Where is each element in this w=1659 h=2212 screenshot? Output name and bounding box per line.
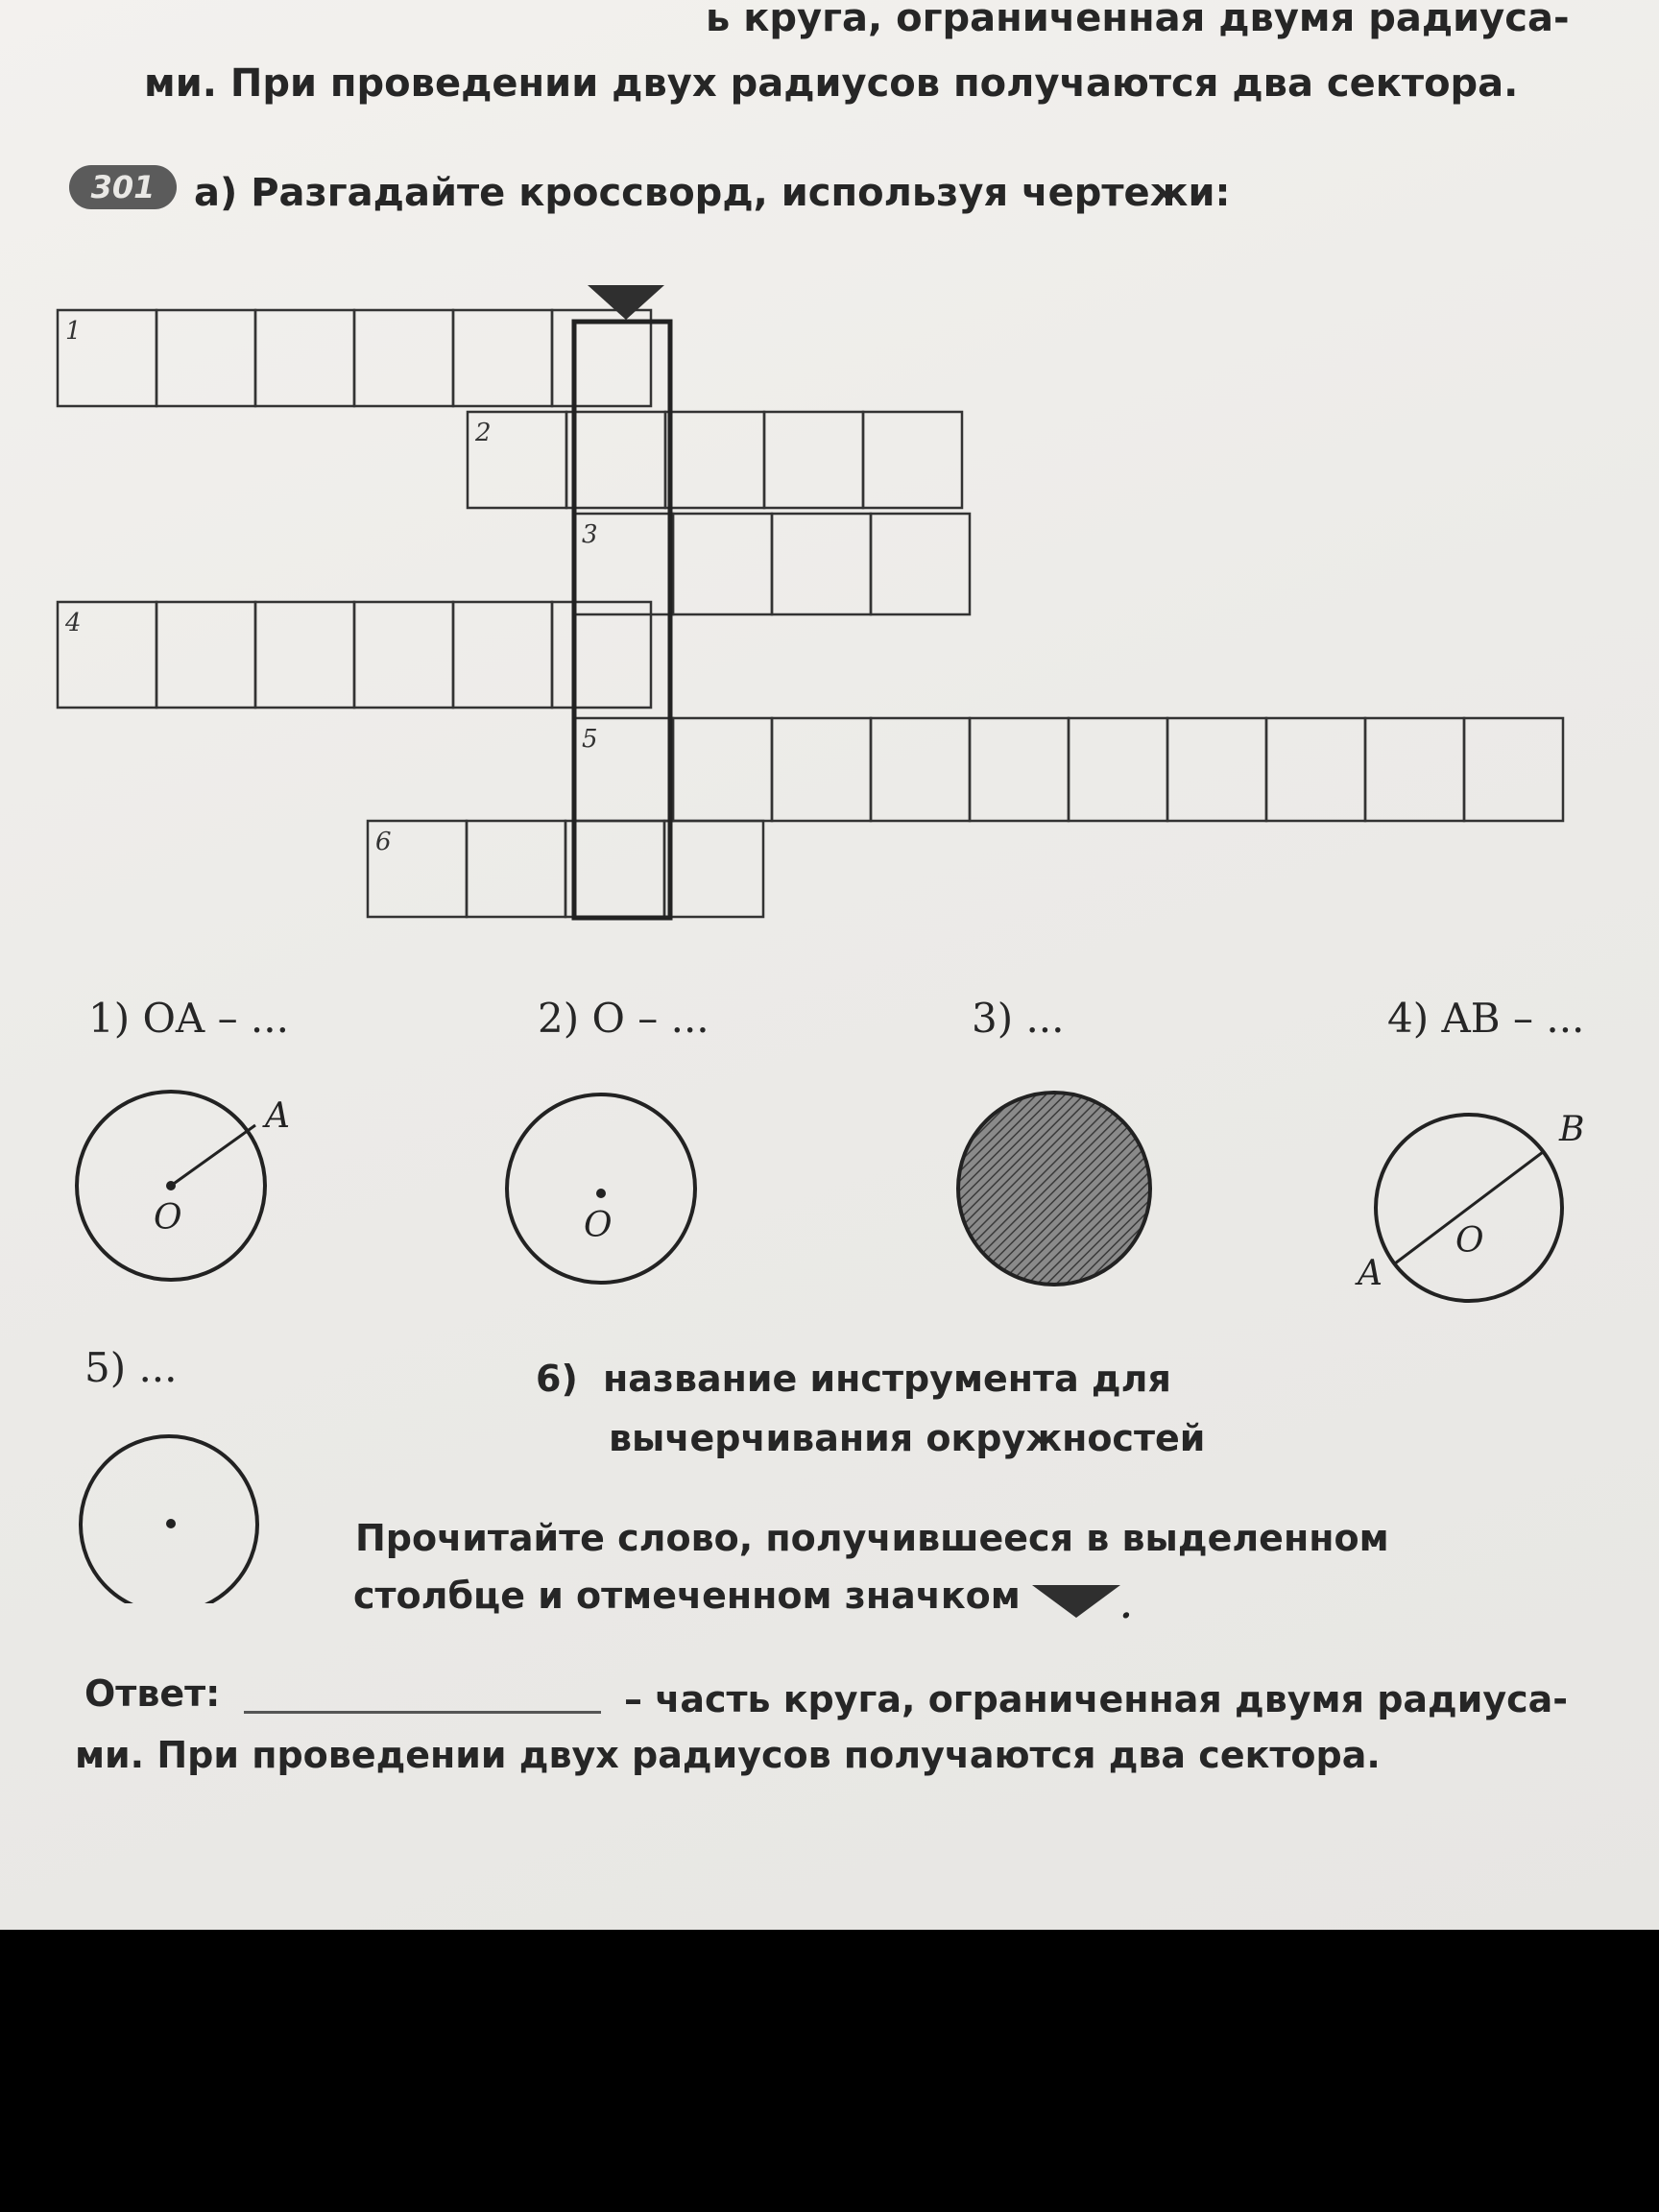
instruction-line-2: столбце и отмеченном значком [353,1575,1021,1617]
crossword-row-number: 5 [582,725,598,754]
crossword-cell[interactable] [552,310,651,406]
marker-triangle-icon [588,285,664,320]
clue-4: 4) AB – ... [1387,995,1585,1042]
label-o-2: O [584,1206,613,1245]
crossword-cell[interactable] [871,718,970,821]
answer-label: Ответ: [84,1672,221,1715]
crossword-cell[interactable] [255,310,354,406]
crossword-cell[interactable] [772,514,871,614]
label-a-4: A [1358,1254,1382,1293]
crossword-cell[interactable] [970,718,1069,821]
marker-triangle-inline-icon [1032,1585,1138,1623]
crossword-row-number: 2 [475,419,492,447]
crossword-cell[interactable] [565,821,664,917]
crossword-cell[interactable] [552,602,651,708]
figure-center [507,1094,695,1283]
figure-radius [77,1092,290,1280]
clue-6-number: 6) [536,1358,578,1400]
crossword-cell[interactable] [863,412,962,508]
instruction-line-1: Прочитайте слово, получившееся в выделенном [355,1517,1389,1559]
figure-filled-circle [958,1093,1150,1285]
crossword-cell[interactable] [156,602,255,708]
figure-circle [81,1436,257,1603]
clue-3: 3) ... [972,995,1065,1042]
crossword-cell[interactable] [453,310,552,406]
crossword-grid [0,0,1659,960]
clue-5: 5) ... [84,1344,178,1391]
answer-continuation: – часть круга, ограниченная двумя радиуса- [624,1678,1569,1720]
top-text-line-1: ь круга, ограниченная двумя радиуса- [706,0,1570,40]
crossword-row-number: 1 [65,317,82,346]
crossword-cell[interactable] [1365,718,1464,821]
clue-2: 2) O – ... [538,995,709,1042]
label-o-1: O [154,1198,182,1238]
crossword-cell[interactable] [354,310,453,406]
figure-diameter [1355,1110,1584,1301]
crossword-row-number: 4 [65,609,82,637]
label-o-4: O [1455,1221,1484,1261]
crossword-cell[interactable] [156,310,255,406]
clue-6-line-2: вычерчивания окружностей [609,1417,1206,1459]
crossword-cell[interactable] [1167,718,1266,821]
crossword-cell[interactable] [772,718,871,821]
clue-6-line-1: название инструмента для [603,1358,1171,1400]
crossword-cell[interactable] [255,602,354,708]
crossword-cell[interactable] [871,514,970,614]
crossword-cell[interactable] [1266,718,1365,821]
crossword-cell[interactable] [1464,718,1563,821]
top-text-line-2: ми. При проведении двух радиусов получаются два сектора. [144,61,1519,106]
task-title: а) Разгадайте кроссворд, используя чертежи: [194,171,1231,215]
crossword-row-number: 3 [582,520,598,549]
crossword-cell[interactable] [1069,718,1167,821]
crossword-cell[interactable] [664,821,763,917]
crossword-row-number: 6 [375,828,392,856]
crossword-cell[interactable] [665,412,764,508]
crossword-cell[interactable] [764,412,863,508]
crossword-cell[interactable] [467,821,565,917]
task-number-badge: 301 [69,165,177,209]
clue-1: 1) OA – ... [88,995,289,1042]
crossword-cell[interactable] [354,602,453,708]
answer-blank-line[interactable] [244,1711,601,1714]
crossword-cells [58,310,1563,917]
crossword-cell[interactable] [453,602,552,708]
label-b-4: B [1559,1110,1585,1149]
label-a-1: A [265,1096,290,1136]
instruction-period: . [1120,1588,1132,1623]
crossword-cell[interactable] [566,412,665,508]
crossword-cell[interactable] [673,718,772,821]
crossword-cell[interactable] [673,514,772,614]
answer-line-2: ми. При проведении двух радиусов получаются два сектора. [75,1734,1381,1776]
